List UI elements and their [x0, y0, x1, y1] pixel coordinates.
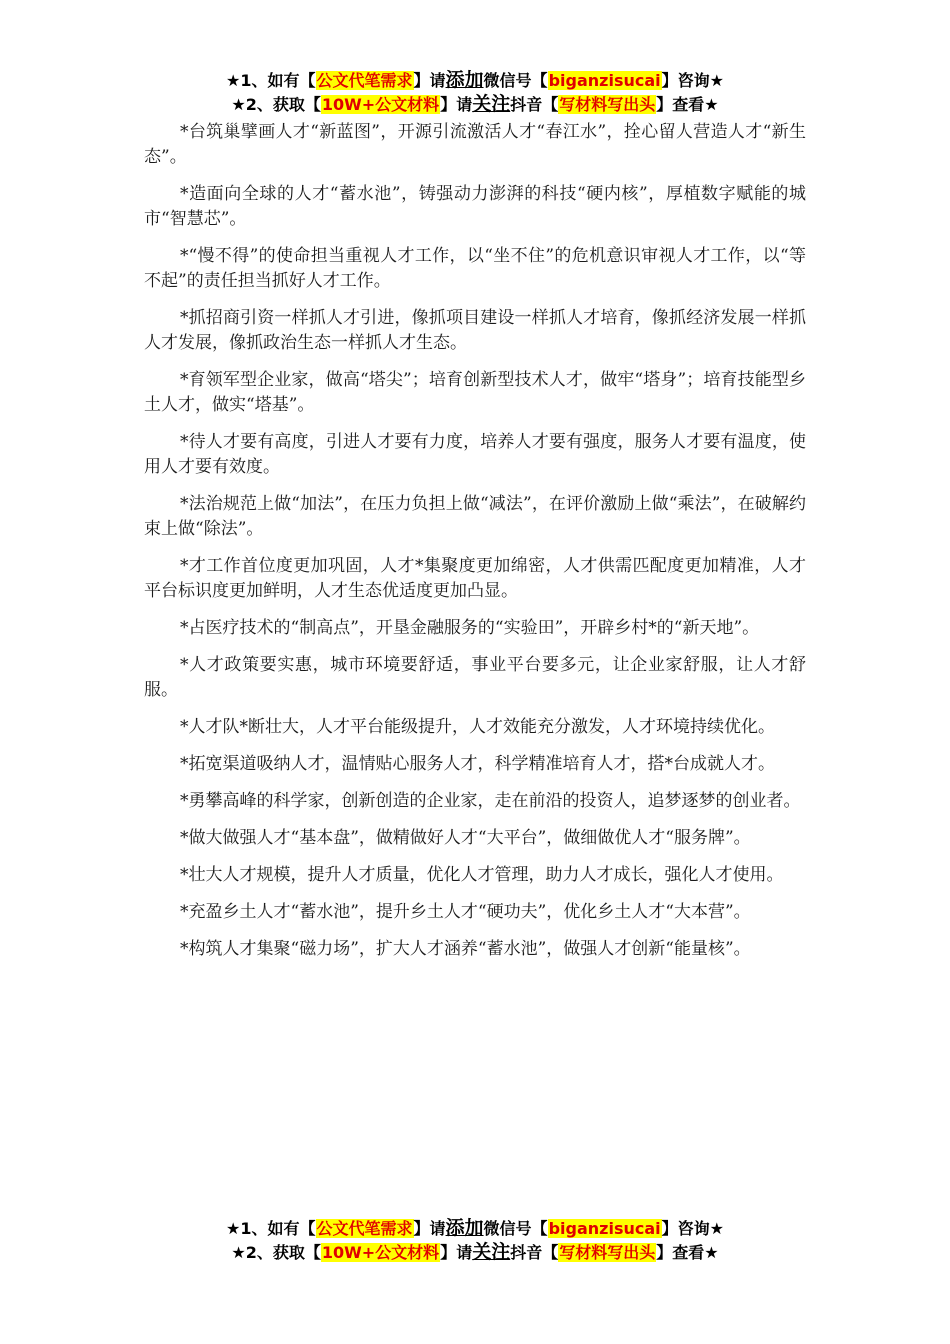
- paragraph: *抓招商引资一样抓人才引进，像抓项目建设一样抓人才培育，像抓经济发展一样抓人才发展，像抓政治生态一样抓人才生态。: [144, 308, 806, 353]
- paragraph: *台筑巢擘画人才“新蓝图”，开源引流激活人才“春江水”，拴心留人营造人才“新生态”。: [144, 122, 806, 167]
- banner-text: 】查看★: [656, 95, 719, 114]
- paragraph: *“慢不得”的使命担当重视人才工作，以“坐不住”的危机意识审视人才工作，以“等不起”的责任担当抓好人才工作。: [144, 246, 806, 291]
- wechat-id-highlight: biganzisucai: [548, 1219, 661, 1238]
- banner-line-1: [0, 68, 950, 92]
- banner-text: 】咨询★: [661, 1219, 724, 1238]
- douyin-id-highlight: 写材料写出头: [559, 1243, 656, 1262]
- banner-text: 】咨询★: [661, 71, 724, 90]
- banner-text: 】请: [413, 71, 446, 90]
- banner-highlight: 10W+公文材料: [321, 95, 440, 114]
- banner-text: 】请: [413, 1219, 446, 1238]
- banner-highlight: 公文代笔需求: [316, 1219, 413, 1238]
- banner-text: ★1、如有【: [226, 71, 316, 90]
- paragraph: *充盈乡土人才“蓄水池”，提升乡土人才“硬功夫”，优化乡土人才“大本营”。: [180, 902, 751, 922]
- paragraph: *做大做强人才“基本盘”，做精做好人才“大平台”，做细做优人才“服务牌”。: [180, 828, 751, 848]
- banner-line-2: [0, 1240, 950, 1264]
- paragraph: *壮大人才规模，提升人才质量，优化人才管理，助力人才成长，强化人才使用。: [180, 865, 784, 885]
- douyin-id-highlight: 写材料写出头: [559, 95, 656, 114]
- banner-text: 微信号【: [483, 71, 548, 90]
- paragraph: *拓宽渠道吸纳人才，温情贴心服务人才，科学精准培育人才，搭*台成就人才。: [180, 754, 775, 774]
- banner-line-2: [0, 92, 950, 116]
- bottom-banner: [0, 1216, 950, 1264]
- banner-text: ★2、获取【: [231, 1243, 321, 1262]
- banner-emphasis: 添加: [445, 1217, 484, 1239]
- paragraph: *占医疗技术的“制高点”，开垦金融服务的“实验田”，开辟乡村*的“新天地”。: [180, 618, 760, 638]
- banner-text: 】请: [440, 1243, 473, 1262]
- banner-text: 抖音【: [510, 1243, 559, 1262]
- paragraph: *法治规范上做“加法”，在压力负担上做“减法”，在评价激励上做“乘法”，在破解约束上做“除法”。: [144, 494, 806, 539]
- paragraph: *勇攀高峰的科学家，创新创造的企业家，走在前沿的投资人，追梦逐梦的创业者。: [180, 791, 801, 811]
- banner-text: 微信号【: [483, 1219, 548, 1238]
- document-body: [144, 120, 806, 974]
- banner-text: 】请: [440, 95, 473, 114]
- paragraph: *才工作首位度更加巩固，人才*集聚度更加绵密，人才供需匹配度更加精准，人才平台标识度更加鲜明，人才生态优适度更加凸显。: [144, 556, 806, 601]
- paragraph: *人才队*断壮大，人才平台能级提升，人才效能充分激发，人才环境持续优化。: [180, 717, 775, 737]
- wechat-id-highlight: biganzisucai: [548, 71, 661, 90]
- banner-highlight: 10W+公文材料: [321, 1243, 440, 1262]
- banner-text: ★1、如有【: [226, 1219, 316, 1238]
- paragraph: *育领军型企业家，做高“塔尖”；培育创新型技术人才，做牢“塔身”；培育技能型乡土人才，做实“塔基”。: [144, 370, 806, 415]
- paragraph: *构筑人才集聚“磁力场”，扩大人才涵养“蓄水池”，做强人才创新“能量核”。: [180, 939, 751, 959]
- paragraph: *待人才要有高度，引进人才要有力度，培养人才要有强度，服务人才要有温度，使用人才要有效度。: [144, 432, 806, 477]
- banner-text: 抖音【: [510, 95, 559, 114]
- banner-text: ★2、获取【: [231, 95, 321, 114]
- top-banner: [0, 68, 950, 116]
- banner-emphasis: 添加: [445, 69, 484, 91]
- paragraph: *造面向全球的人才“蓄水池”，铸强动力澎湃的科技“硬内核”，厚植数字赋能的城市“智慧芯”。: [144, 184, 806, 229]
- banner-highlight: 公文代笔需求: [316, 71, 413, 90]
- banner-text: 】查看★: [656, 1243, 719, 1262]
- banner-emphasis: 关注: [472, 1241, 511, 1263]
- paragraph: *人才政策要实惠，城市环境要舒适，事业平台要多元，让企业家舒服，让人才舒服。: [144, 655, 806, 700]
- banner-line-1: [0, 1216, 950, 1240]
- banner-emphasis: 关注: [472, 93, 511, 115]
